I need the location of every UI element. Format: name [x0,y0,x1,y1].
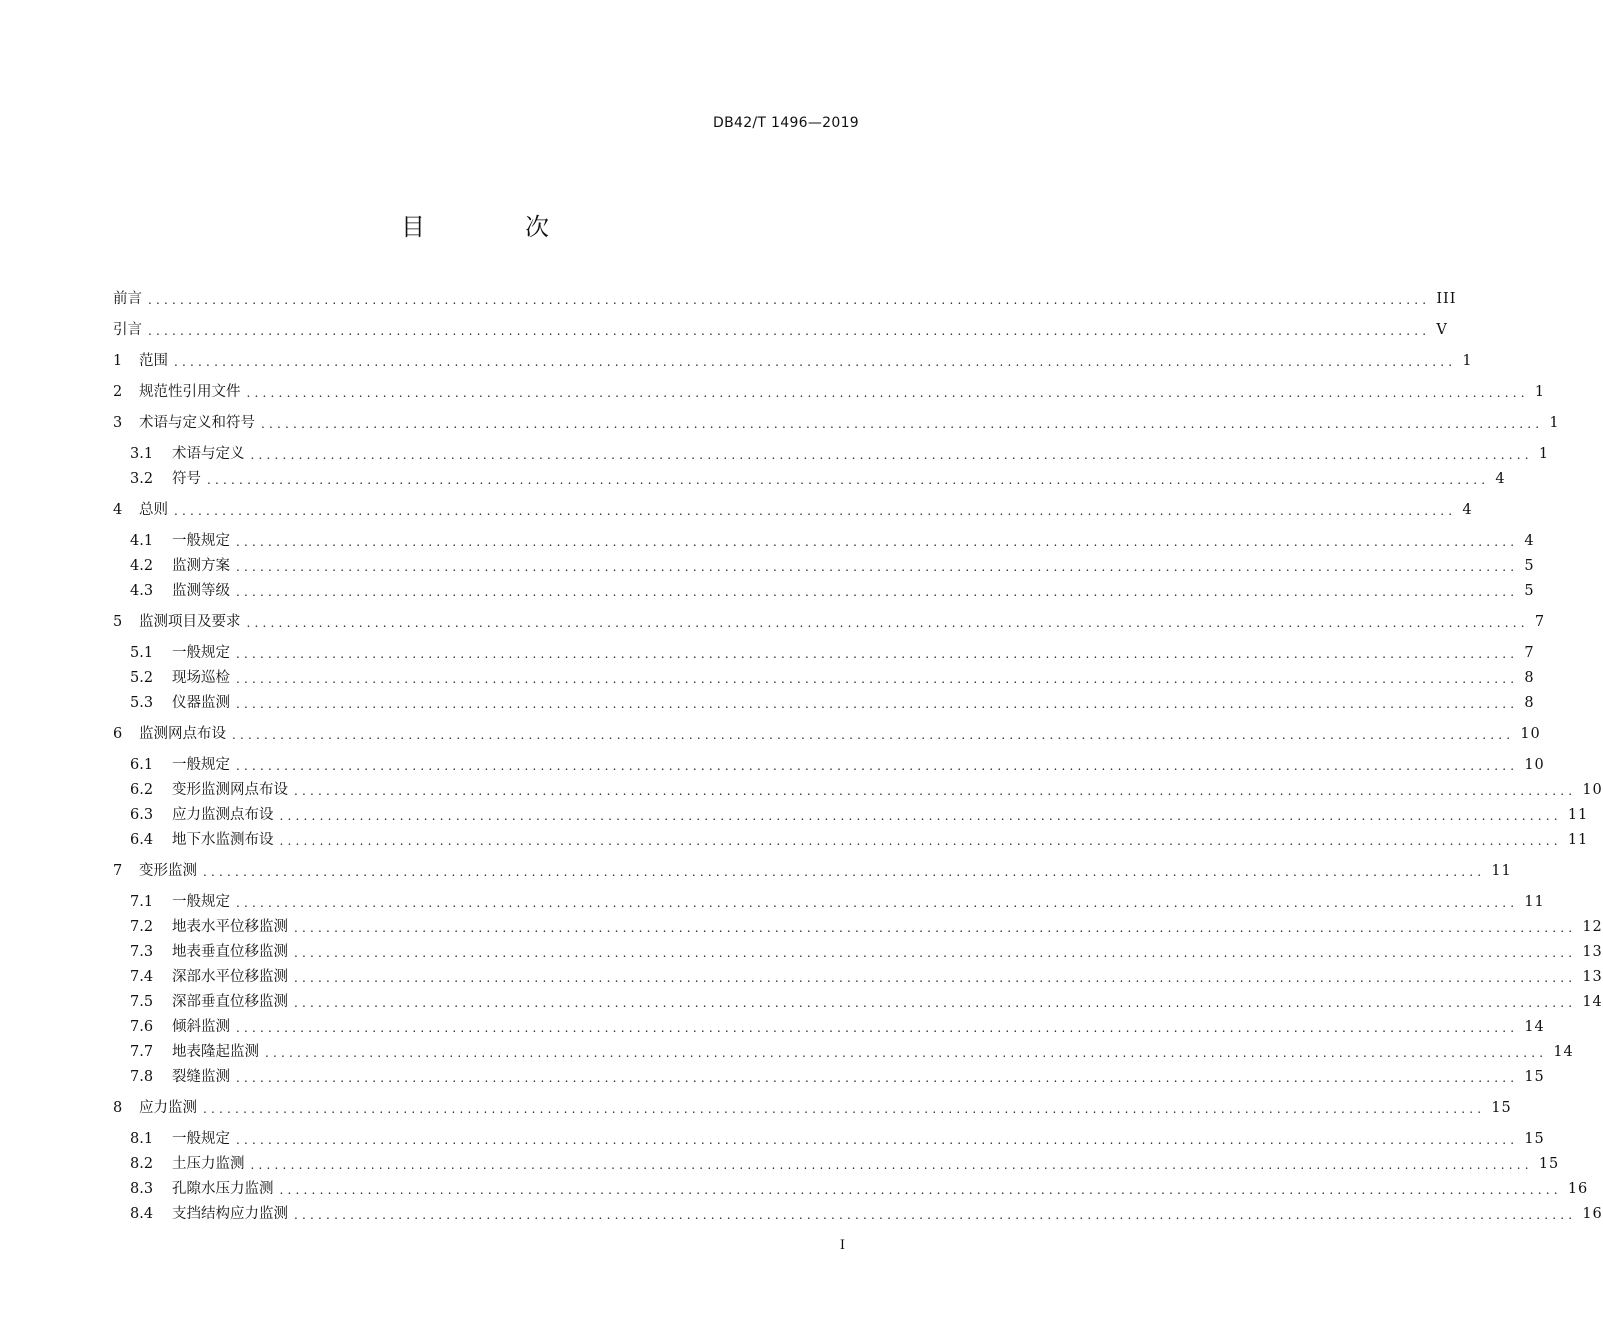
toc-leader-dots: ................................................................................................................................................................ [203,865,1486,879]
toc-entry-page: 1 [1462,353,1473,369]
toc-entry-label: 引言 [113,322,142,338]
toc-leader-dots: ................................................................................................................................................................ [294,921,1577,935]
toc-entry-label: 深部水平位移监测 [172,969,288,985]
toc-entry[interactable] [113,723,1541,745]
toc-leader-dots: ................................................................................................................................................................ [265,1046,1548,1060]
toc-entry[interactable] [130,941,1603,963]
toc-entry-number: 5.2 [130,670,154,686]
toc-entry-page: V [1436,322,1448,338]
toc-entry-page: 5 [1524,583,1535,599]
toc-entry-number: 6.3 [130,807,154,823]
toc-entry[interactable] [113,412,1560,434]
toc-entry-label: 现场巡检 [172,670,230,686]
toc-entry-page: 10 [1582,782,1603,798]
toc-entry[interactable] [130,779,1603,801]
toc-entry-label: 前言 [113,291,142,307]
toc-leader-dots: ................................................................................................................................................................ [250,448,1533,462]
toc-entry-number: 7.7 [130,1044,154,1060]
toc-entry-label: 裂缝监测 [172,1069,230,1085]
toc-entry-number: 6.4 [130,832,154,848]
toc-entry-label: 一般规定 [172,894,230,910]
toc-entry[interactable] [130,667,1535,689]
toc-entry-number: 5.1 [130,645,154,661]
toc-leader-dots: ................................................................................................................................................................ [203,1102,1486,1116]
toc-leader-dots: ................................................................................................................................................................ [236,672,1519,686]
toc-entry-label: 地表水平位移监测 [172,919,288,935]
toc-leader-dots: ................................................................................................................................................................ [207,473,1490,487]
toc-entry-number: 6.1 [130,757,154,773]
toc-entry-page: 10 [1524,757,1545,773]
toc-leader-dots: ................................................................................................................................................................ [148,293,1431,307]
toc-entry-number: 3 [113,415,123,431]
toc-entry-page: 15 [1524,1069,1545,1085]
toc-entry-page: 1 [1534,384,1546,400]
toc-entry-page: III [1436,291,1457,307]
toc-entry-label: 规范性引用文件 [139,384,241,400]
toc-entry-number: 1 [113,353,123,369]
toc-entry-label: 术语与定义 [172,446,245,462]
toc-entry-label: 一般规定 [172,1131,230,1147]
toc-entry[interactable] [130,642,1535,664]
toc-leader-dots: ................................................................................................................................................................ [294,971,1577,985]
toc-entry-label: 变形监测 [139,863,197,879]
toc-entry-label: 监测项目及要求 [139,614,241,630]
toc-entry-page: 14 [1553,1044,1574,1060]
toc-entry-page: 11 [1567,832,1589,848]
toc-leader-dots: ................................................................................................................................................................ [279,834,1562,848]
toc-entry-label: 监测网点布设 [139,726,226,742]
toc-leader-dots: ................................................................................................................................................................ [236,647,1519,661]
toc-entry-number: 7 [113,863,123,879]
toc-entry-number: 4.1 [130,533,154,549]
page-number: I [839,1238,845,1253]
toc-leader-dots: ................................................................................................................................................................ [236,1021,1519,1035]
toc-entry[interactable] [130,468,1506,490]
toc-entry-page: 15 [1491,1100,1512,1116]
toc-leader-dots: ................................................................................................................................................................ [236,585,1519,599]
document-code: DB42/T 1496—2019 [713,115,859,131]
toc-entry-label: 符号 [172,471,201,487]
toc-leader-dots: ................................................................................................................................................................ [294,784,1577,798]
toc-leader-dots: ................................................................................................................................................................ [174,504,1457,518]
toc-entry-label: 地下水监测布设 [172,832,274,848]
toc-entry-page: 4 [1524,533,1535,549]
toc-entry-label: 一般规定 [172,533,230,549]
toc-entry-label: 应力监测 [139,1100,197,1116]
toc-leader-dots: ................................................................................................................................................................ [294,1208,1577,1222]
toc-leader-dots: ................................................................................................................................................................ [246,616,1529,630]
toc-entry-number: 7.8 [130,1069,154,1085]
toc-entry[interactable] [113,860,1512,882]
toc-entry[interactable] [113,319,1448,341]
toc-entry-page: 14 [1582,994,1603,1010]
toc-entry-page: 14 [1524,1019,1545,1035]
toc-leader-dots: ................................................................................................................................................................ [236,759,1519,773]
toc-entry[interactable] [130,530,1535,552]
toc-entry-number: 8 [113,1100,123,1116]
toc-entry[interactable] [130,1153,1560,1175]
toc-entry-page: 13 [1582,969,1603,985]
toc-entry-page: 7 [1524,645,1535,661]
toc-entry-label: 一般规定 [172,645,230,661]
toc-entry-label: 土压力监测 [172,1156,245,1172]
toc-entry-label: 监测方案 [172,558,230,574]
toc-entry-number: 7.5 [130,994,154,1010]
toc-leader-dots: ................................................................................................................................................................ [294,996,1577,1010]
toc-entry[interactable] [113,611,1546,633]
toc-leader-dots: ................................................................................................................................................................ [236,1071,1519,1085]
toc-entry-number: 3.2 [130,471,154,487]
toc-leader-dots: ................................................................................................................................................................ [148,324,1431,338]
toc-entry-page: 15 [1524,1131,1545,1147]
toc-entry-label: 支挡结构应力监测 [172,1206,288,1222]
toc-entry-label: 应力监测点布设 [172,807,274,823]
toc-entry[interactable] [130,916,1603,938]
toc-entry-page: 7 [1534,614,1546,630]
toc-entry-label: 一般规定 [172,757,230,773]
toc-entry-number: 6 [113,726,123,742]
toc-leader-dots: ................................................................................................................................................................ [174,355,1457,369]
toc-leader-dots: ................................................................................................................................................................ [236,896,1519,910]
toc-entry-label: 倾斜监测 [172,1019,230,1035]
toc-entry[interactable] [130,891,1545,913]
toc-entry-page: 4 [1495,471,1506,487]
toc-entry[interactable] [113,1097,1512,1119]
toc-entry[interactable] [130,804,1589,826]
toc-entry-number: 3.1 [130,446,154,462]
toc-entry-label: 变形监测网点布设 [172,782,288,798]
toc-entry[interactable] [130,754,1545,776]
toc-entry-page: 4 [1462,502,1473,518]
toc-entry-number: 4 [113,502,123,518]
toc-leader-dots: ................................................................................................................................................................ [294,946,1577,960]
toc-entry[interactable] [113,350,1473,372]
toc-leader-dots: ................................................................................................................................................................ [250,1158,1533,1172]
toc-leader-dots: ................................................................................................................................................................ [236,697,1519,711]
toc-leader-dots: ................................................................................................................................................................ [236,1133,1519,1147]
toc-leader-dots: ................................................................................................................................................................ [236,560,1519,574]
toc-entry-page: 1 [1549,415,1560,431]
toc-entry[interactable] [130,1128,1545,1150]
toc-entry[interactable] [130,692,1535,714]
toc-entry-label: 范围 [139,353,168,369]
toc-entry-page: 11 [1491,863,1512,879]
toc-leader-dots: ................................................................................................................................................................ [279,809,1562,823]
toc-entry-label: 监测等级 [172,583,230,599]
toc-entry-label: 术语与定义和符号 [139,415,255,431]
toc-entry-label: 地表隆起监测 [172,1044,259,1060]
toc-entry[interactable] [130,829,1589,851]
toc-entry[interactable] [130,1203,1603,1225]
toc-entry-number: 7.1 [130,894,154,910]
toc-entry[interactable] [113,288,1457,310]
toc-leader-dots: ................................................................................................................................................................ [236,535,1519,549]
toc-entry-number: 8.3 [130,1181,154,1197]
toc-entry-label: 总则 [139,502,168,518]
toc-entry-page: 11 [1567,807,1589,823]
toc-entry-number: 2 [113,384,123,400]
toc-entry-number: 7.3 [130,944,154,960]
toc-entry-number: 5 [113,614,123,630]
toc-entry-page: 12 [1582,919,1603,935]
toc-entry-number: 7.4 [130,969,154,985]
toc-entry[interactable] [130,1178,1589,1200]
toc-entry-page: 15 [1538,1156,1560,1172]
toc-entry-number: 4.3 [130,583,154,599]
toc-title: 目 次 [401,213,587,241]
toc-entry[interactable] [130,1016,1545,1038]
toc-entry[interactable] [113,381,1546,403]
toc-entry-page: 8 [1524,695,1535,711]
toc-entry[interactable] [130,1041,1574,1063]
toc-entry-page: 1 [1538,446,1550,462]
toc-entry-number: 8.1 [130,1131,154,1147]
toc-leader-dots: ................................................................................................................................................................ [279,1183,1562,1197]
toc-entry-page: 10 [1520,726,1541,742]
toc-entry[interactable] [130,1066,1545,1088]
toc-entry-page: 16 [1582,1206,1603,1222]
toc-leader-dots: ................................................................................................................................................................ [246,386,1529,400]
toc-entry-number: 6.2 [130,782,154,798]
toc-entry-number: 5.3 [130,695,154,711]
toc-entry[interactable] [130,555,1535,577]
toc-entry-page: 5 [1524,558,1535,574]
toc-entry-label: 地表垂直位移监测 [172,944,288,960]
toc-entry[interactable] [130,580,1535,602]
toc-entry-page: 13 [1582,944,1603,960]
toc-entry-number: 8.4 [130,1206,154,1222]
toc-entry-page: 8 [1524,670,1535,686]
toc-entry[interactable] [130,991,1603,1013]
toc-leader-dots: ................................................................................................................................................................ [232,728,1515,742]
toc-entry-number: 7.2 [130,919,154,935]
toc-entry-label: 孔隙水压力监测 [172,1181,274,1197]
toc-entry-page: 11 [1524,894,1545,910]
toc-entry-label: 深部垂直位移监测 [172,994,288,1010]
toc-entry-number: 4.2 [130,558,154,574]
toc-entry[interactable] [130,443,1550,465]
toc-entry-number: 7.6 [130,1019,154,1035]
toc-entry-page: 16 [1567,1181,1589,1197]
toc-entry[interactable] [130,966,1603,988]
toc-leader-dots: ................................................................................................................................................................ [261,417,1544,431]
toc-entry[interactable] [113,499,1473,521]
toc-entry-number: 8.2 [130,1156,154,1172]
toc-entry-label: 仪器监测 [172,695,230,711]
